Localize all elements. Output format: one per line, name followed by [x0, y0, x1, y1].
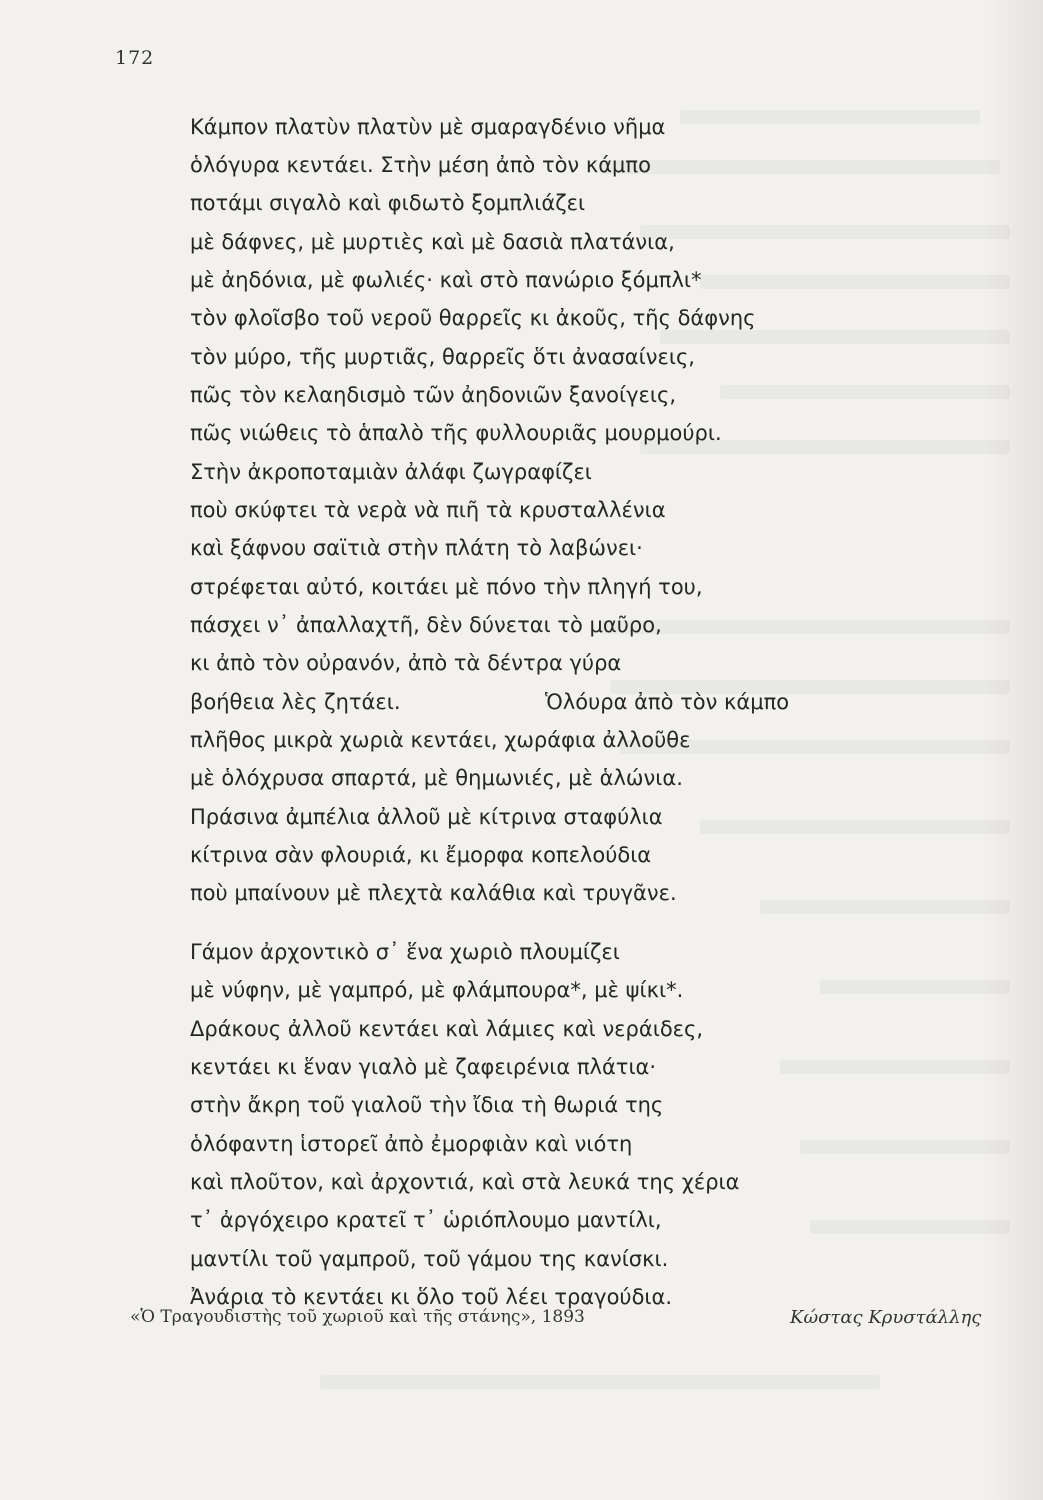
poem-line: κι ἀπὸ τὸν οὐρανόν, ἀπὸ τὰ δέντρα γύρα — [190, 651, 622, 675]
poem-line: καὶ πλοῦτον, καὶ ἀρχοντιά, καὶ στὰ λευκά της χέρια — [190, 1170, 740, 1194]
poem-line: Ὁλόυρα ἀπὸ τὸν κάμπο — [545, 690, 790, 714]
poem-line: μὲ ἀηδόνια, μὲ φωλιές· καὶ στὸ πανώριο ξόμπλι* — [190, 268, 702, 292]
poem-line: Γάμον ἀρχοντικὸ σ᾽ ἕνα χωριὸ πλουμίζει — [190, 940, 620, 964]
poem-author: Κώστας Κρυστάλλης — [790, 1307, 982, 1328]
poem-line: κεντάει κι ἕναν γιαλὸ μὲ ζαφειρένια πλάτια· — [190, 1055, 657, 1079]
poem-line: κίτρινα σὰν φλουριά, κι ἔμορφα κοπελούδια — [190, 843, 652, 867]
page-number: 172 — [115, 47, 155, 69]
poem-line: βοήθεια λὲς ζητάει. — [190, 690, 401, 714]
poem-line: ποὺ σκύφτει τὰ νερὰ νὰ πιῆ τὰ κρυσταλλένια — [190, 498, 666, 522]
poem-line: τὸν φλοῖσβο τοῦ νεροῦ θαρρεῖς κι ἀκοῦς, τῆς δάφνης — [190, 306, 756, 330]
poem-line: ποτάμι σιγαλὸ καὶ φιδωτὸ ξομπλιάζει — [190, 191, 586, 215]
poem-source-caption: «Ὁ Τραγουδιστὴς τοῦ χωριοῦ καὶ τῆς στάνης», 1893 — [130, 1307, 585, 1327]
poem-line: τ᾽ ἀργόχειρο κρατεῖ τ᾽ ὡριόπλουμο μαντίλι, — [190, 1208, 662, 1232]
poem-line: ποὺ μπαίνουν μὲ πλεχτὰ καλάθια καὶ τρυγᾶνε. — [190, 881, 677, 905]
poem-line: στὴν ἄκρη τοῦ γιαλοῦ τὴν ἴδια τὴ θωριά της — [190, 1093, 664, 1117]
poem-line: μὲ ὁλόχρυσα σπαρτά, μὲ θημωνιές, μὲ ἁλώνια. — [190, 766, 683, 790]
poem-line: πάσχει ν᾽ ἀπαλλαχτῆ, δὲν δύνεται τὸ μαῦρο, — [190, 613, 662, 637]
poem-line: Ἀνάρια τὸ κεντάει κι ὅλο τοῦ λέει τραγούδια. — [190, 1285, 673, 1309]
poem-line: καὶ ξάφνου σαϊτιὰ στὴν πλάτη τὸ λαβώνει· — [190, 536, 643, 560]
poem-line: Πράσινα ἀμπέλια ἀλλοῦ μὲ κίτρινα σταφύλια — [190, 805, 663, 829]
poem-line: ὁλόφαντη ἱστορεῖ ἀπὸ ἐμορφιὰν καὶ νιότη — [190, 1132, 633, 1156]
poem-line: Δράκους ἀλλοῦ κεντάει καὶ λάμιες καὶ νεράιδες, — [190, 1017, 704, 1041]
poem-line: μὲ νύφην, μὲ γαμπρό, μὲ φλάμπουρα*, μὲ ψίκι*. — [190, 978, 684, 1002]
poem-line: πῶς τὸν κελαηδισμὸ τῶν ἀηδονιῶν ξανοίγεις, — [190, 383, 677, 407]
poem-line: πῶς νιώθεις τὸ ἁπαλὸ τῆς φυλλουριᾶς μουρμούρι. — [190, 421, 722, 445]
poem-line: πλῆθος μικρὰ χωριὰ κεντάει, χωράφια ἀλλοῦθε — [190, 728, 691, 752]
poem-line: Στὴν ἀκροποταμιὰν ἀλάφι ζωγραφίζει — [190, 460, 592, 484]
poem-line: Κάμπον πλατὺν πλατὺν μὲ σμαραγδένιο νῆμα — [190, 115, 666, 139]
poem-line: μὲ δάφνες, μὲ μυρτιὲς καὶ μὲ δασιὰ πλατάνια, — [190, 230, 675, 254]
poem-line: στρέφεται αὐτό, κοιτάει μὲ πόνο τὴν πληγή του, — [190, 575, 703, 599]
poem-line: τὸν μύρο, τῆς μυρτιᾶς, θαρρεῖς ὅτι ἀνασαίνεις, — [190, 345, 695, 369]
poem-line: μαντίλι τοῦ γαμπροῦ, τοῦ γάμου της κανίσκι. — [190, 1247, 669, 1271]
poem-line: ὁλόγυρα κεντάει. Στὴν μέση ἀπὸ τὸν κάμπο — [190, 153, 651, 177]
